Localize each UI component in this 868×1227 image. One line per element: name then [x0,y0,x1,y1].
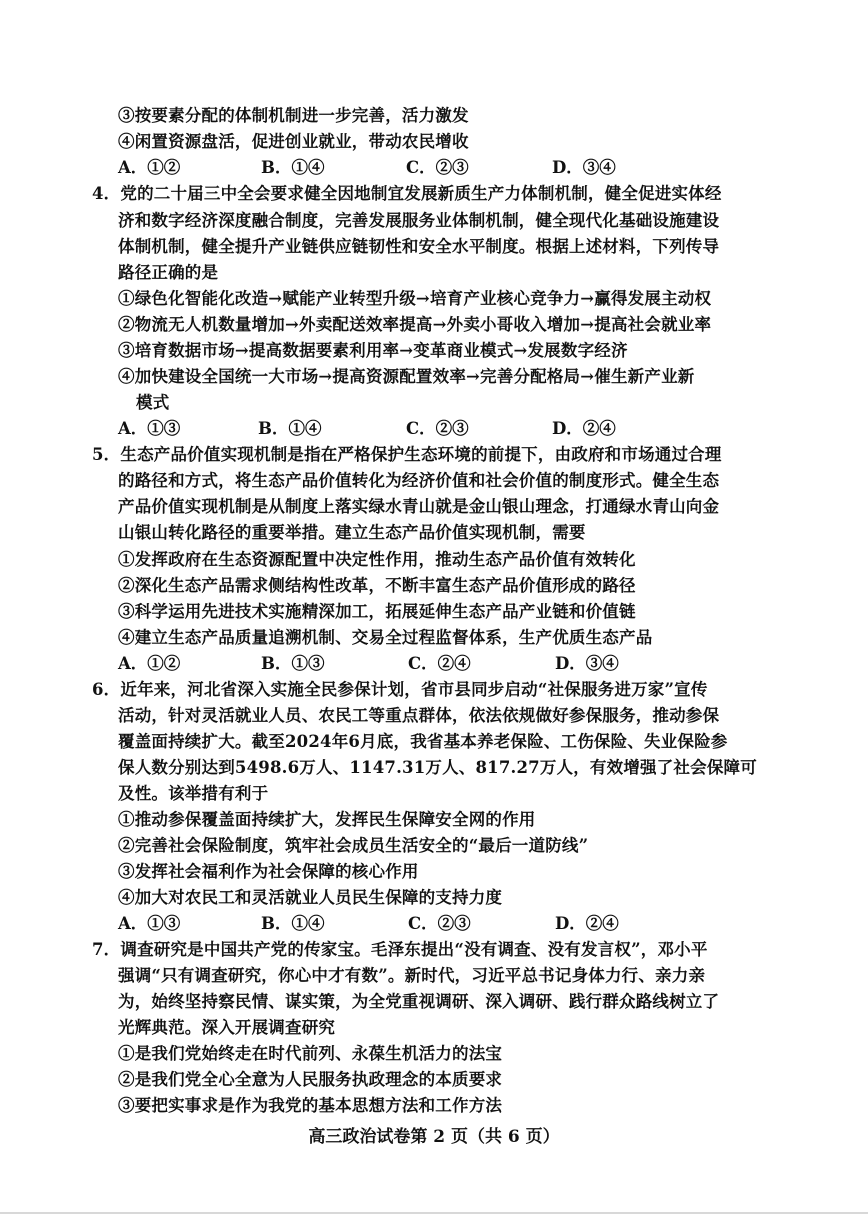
q7-option-1: ①是我们党始终走在时代前列、永葆生机活力的法宝 [118,1044,503,1063]
q5-option-4: ④建立生态产品质量追溯机制、交易全过程监督体系，生产优质生态产品 [118,628,653,647]
q4-option-2: ②物流无人机数量增加→外卖配送效率提高→外卖小哥收入增加→提高社会就业率 [118,315,712,334]
q6-option-2: ②完善社会保险制度，筑牢社会成员生活安全的“最后一道防线” [118,836,589,855]
q5-stem-line: 山银山转化路径的重要举措。建立生态产品价值实现机制，需要 [118,523,586,542]
q3-choice-b[interactable]: B．①④ [261,158,325,177]
q5-stem-line: 产品价值实现机制是从制度上落实绿水青山就是金山银山理念，打通绿水青山向金 [118,497,720,516]
q3-choice-a[interactable]: A．①② [118,158,181,177]
q5-choice-d[interactable]: D．③④ [555,654,619,673]
q4-choices [118,419,678,439]
q4-stem-line: 路径正确的是 [118,263,219,282]
q4-choice-c[interactable]: C．②③ [406,419,469,438]
q5-stem-line: 5．生态产品价值实现机制是指在严格保护生态环境的前提下，由政府和市场通过合理 [92,445,722,464]
q4-stem-line: 4．党的二十届三中全会要求健全因地制宜发展新质生产力体制机制，健全促进实体经 [92,184,722,203]
q6-stem-line: 6．近年来，河北省深入实施全民参保计划，省市县同步启动“社保服务进万家”宣传 [92,680,708,699]
q4-option-4: ④加快建设全国统一大市场→提高资源配置效率→完善分配格局→催生新产业新 [118,367,695,386]
q4-choice-b[interactable]: B．①④ [258,419,322,438]
q4-stem-line: 体制机制，健全提升产业链供应链韧性和安全水平制度。根据上述材料，下列传导 [118,237,720,256]
q3-option-3: ③按要素分配的体制机制进一步完善，活力激发 [118,106,469,125]
q4-option-1: ①绿色化智能化改造→赋能产业转型升级→培育产业核心竞争力→赢得发展主动权 [118,289,712,308]
q7-option-3: ③要把实事求是作为我党的基本思想方法和工作方法 [118,1096,503,1115]
q6-stem-line: 保人数分别达到5498.6万人、1147.31万人、817.27万人，有效增强了社会保障可 [118,758,757,777]
q7-stem-line: 为，始终坚持察民情、谋实策，为全党重视调研、深入调研、践行群众路线树立了 [118,992,720,1011]
q4-choice-a[interactable]: A．①③ [118,419,181,438]
q4-option-3: ③培育数据市场→提高数据要素利用率→变革商业模式→发展数字经济 [118,341,628,360]
q6-choice-b[interactable]: B．①④ [261,914,325,933]
q5-stem-line: 的路径和方式，将生态产品价值转化为经济价值和社会价值的制度形式。健全生态 [118,471,720,490]
q7-option-2: ②是我们党全心全意为人民服务执政理念的本质要求 [118,1070,503,1089]
q5-choice-b[interactable]: B．①③ [261,654,325,673]
q5-option-3: ③科学运用先进技术实施精深加工，拓展延伸生态产品产业链和价值链 [118,602,636,621]
bottom-divider [0,1212,868,1214]
q3-choice-c[interactable]: C．②③ [406,158,469,177]
q6-option-4: ④加大对农民工和灵活就业人员民生保障的支持力度 [118,888,503,907]
q3-option-4: ④闲置资源盘活，促进创业就业，带动农民增收 [118,132,469,151]
q6-option-3: ③发挥社会福利作为社会保障的核心作用 [118,862,419,881]
q6-choice-a[interactable]: A．①③ [118,914,181,933]
q5-choice-a[interactable]: A．①② [118,654,181,673]
q4-option-4-cont: 模式 [136,393,170,412]
q7-stem-line: 强调“只有调查研究，你心中才有数”。新时代，习近平总书记身体力行、亲力亲 [118,966,706,985]
q5-choices [118,654,678,674]
q5-option-1: ①发挥政府在生态资源配置中决定性作用，推动生态产品价值有效转化 [118,550,636,569]
q6-stem-line: 活动，针对灵活就业人员、农民工等重点群体，依法依规做好参保服务，推动参保 [118,706,720,725]
q6-option-1: ①推动参保覆盖面持续扩大，发挥民生保障安全网的作用 [118,810,536,829]
q6-choice-d[interactable]: D．②④ [555,914,619,933]
q5-option-2: ②深化生态产品需求侧结构性改革，不断丰富生态产品价值形成的路径 [118,576,636,595]
q6-choices [118,914,678,934]
q6-stem-line: 覆盖面持续扩大。截至2024年6月底，我省基本养老保险、工伤保险、失业保险参 [118,732,728,751]
q5-choice-c[interactable]: C．②④ [408,654,471,673]
q4-stem-line: 济和数字经济深度融合制度，完善发展服务业体制机制，健全现代化基础设施建设 [118,211,720,230]
q7-stem-line: 光辉典范。深入开展调查研究 [118,1018,336,1037]
q7-stem-line: 7．调查研究是中国共产党的传家宝。毛泽东提出“没有调查、没有发言权”，邓小平 [92,940,708,959]
q6-stem-line: 及性。该举措有利于 [118,784,269,803]
page-footer: 高三政治试卷第 2 页（共 6 页） [308,1127,560,1147]
q6-choice-c[interactable]: C．②③ [408,914,471,933]
q3-choices [118,158,678,178]
q3-choice-d[interactable]: D．③④ [552,158,616,177]
q4-choice-d[interactable]: D．②④ [552,419,616,438]
